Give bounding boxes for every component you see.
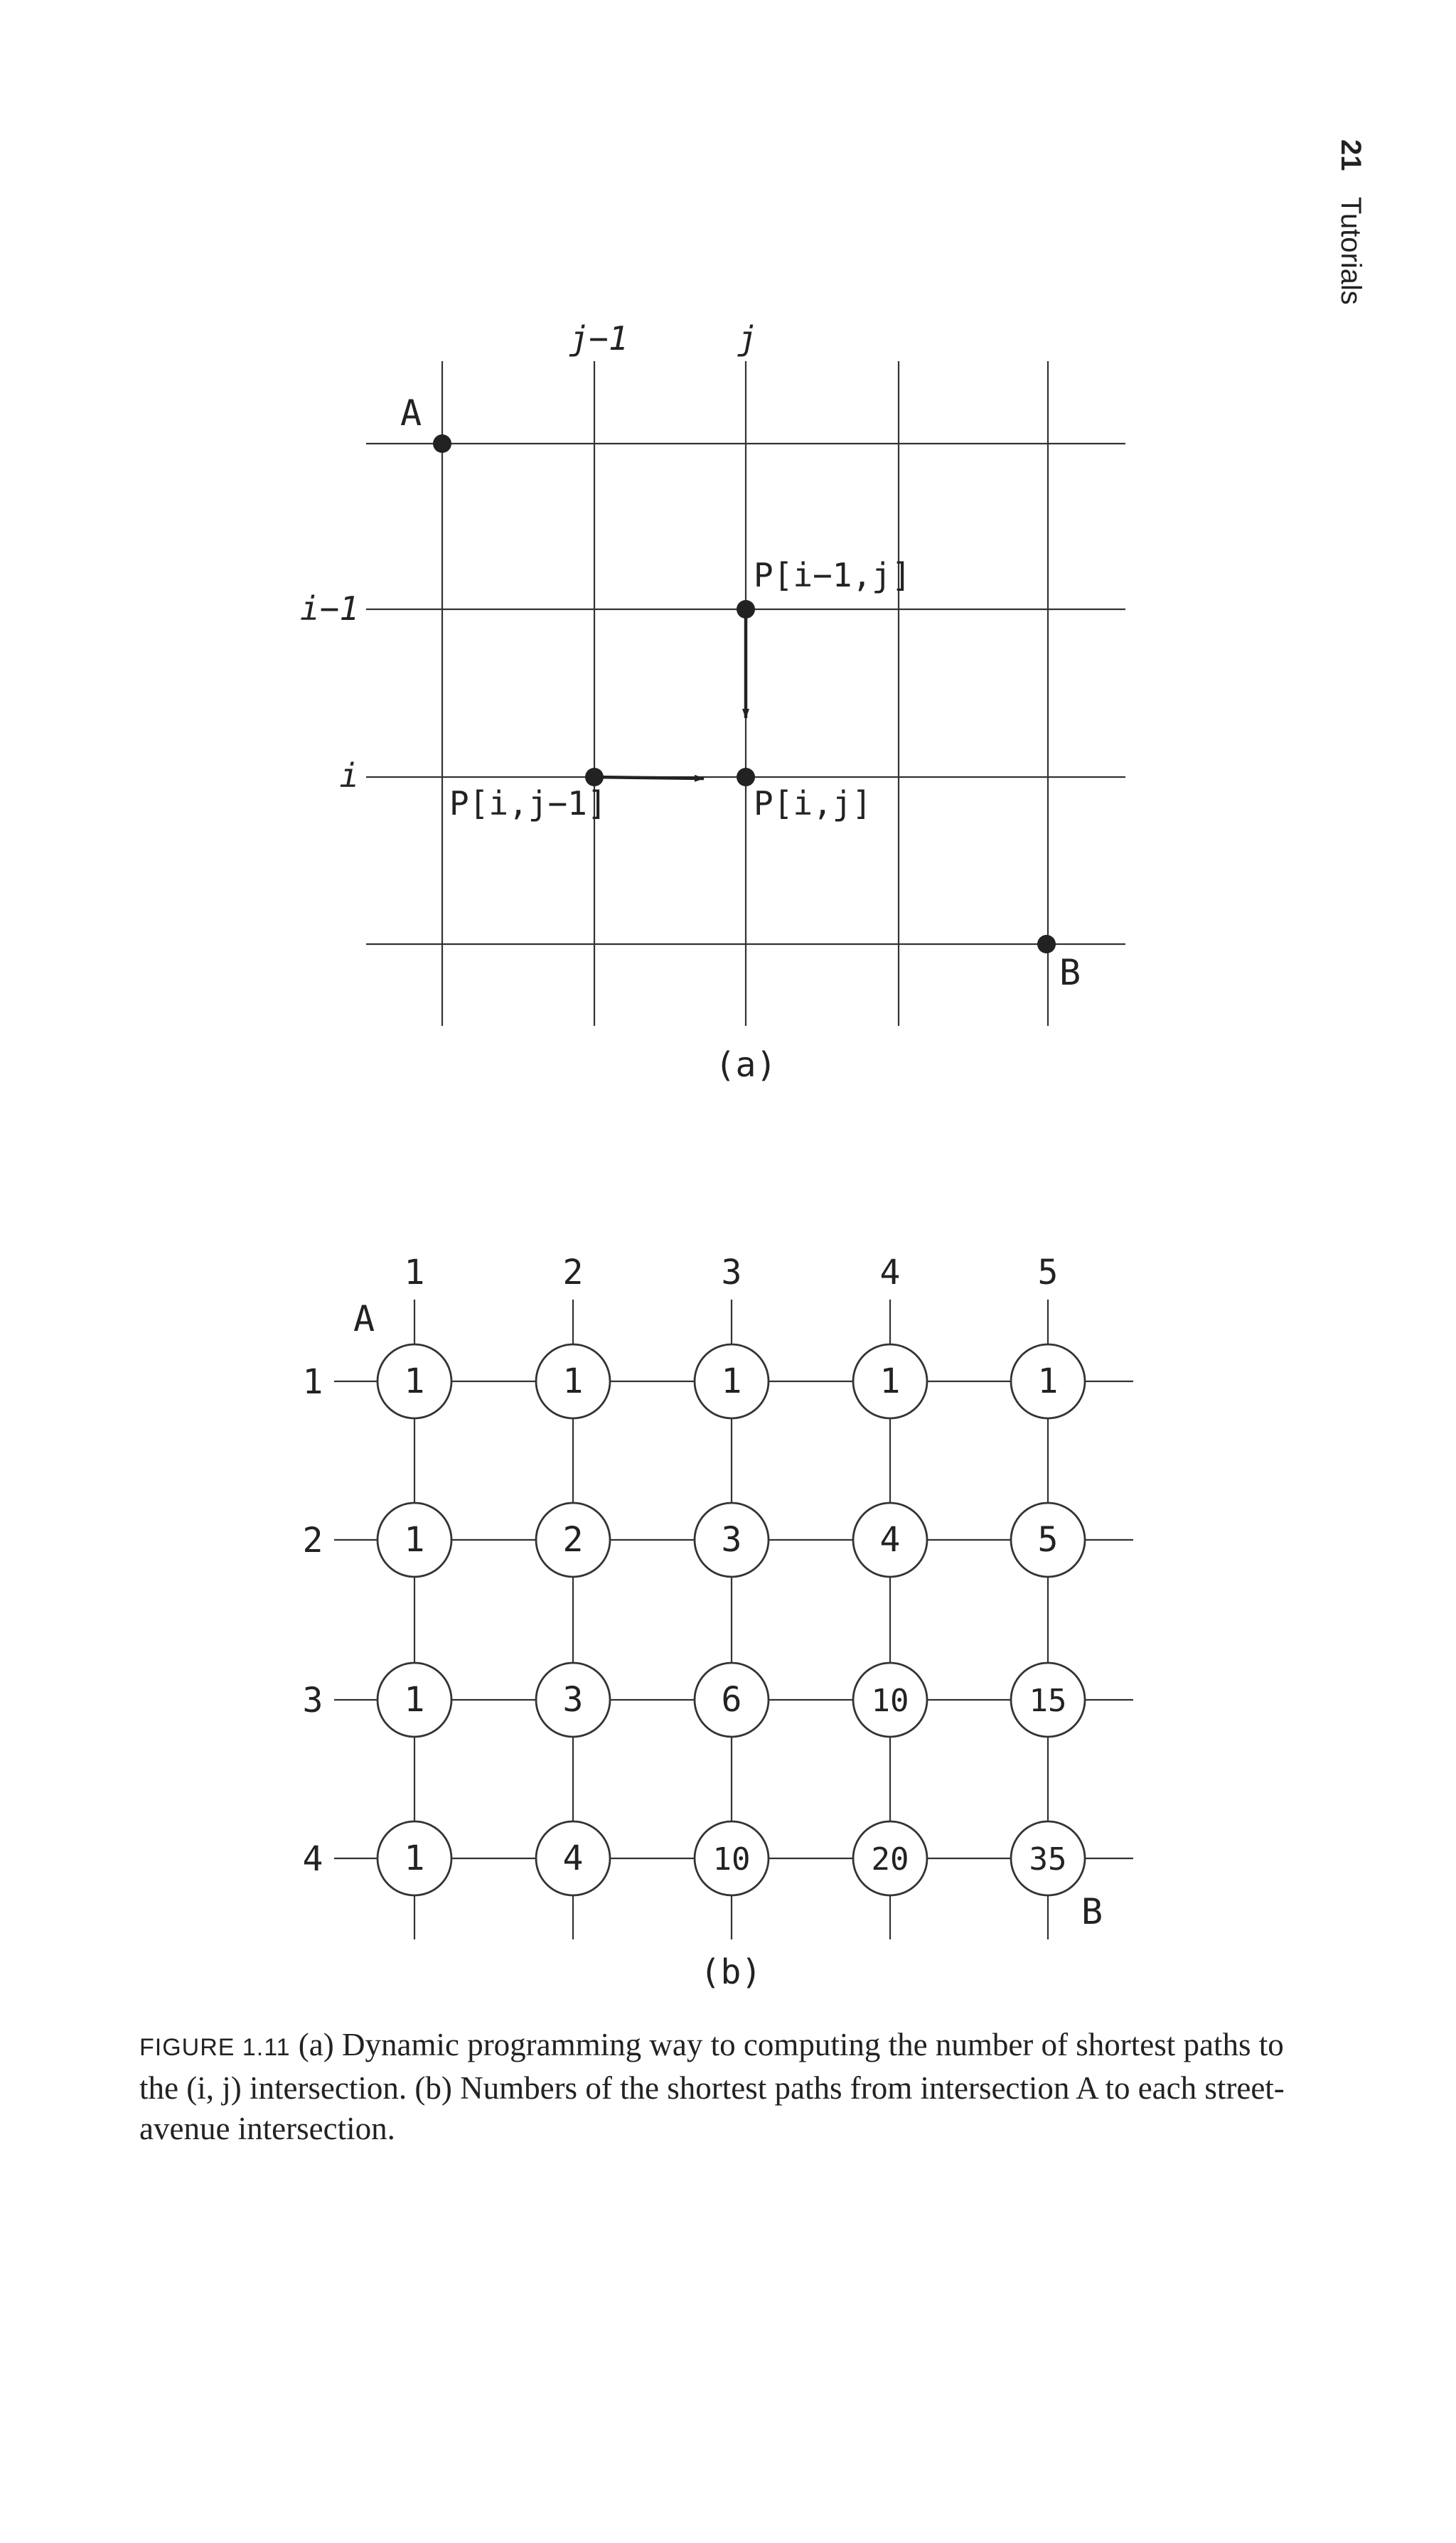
grid-b-col-header: 5 — [1037, 1253, 1059, 1292]
grid-b-node-value: 1 — [404, 1361, 425, 1401]
arrow-right — [594, 777, 704, 778]
caption-text: (a) Dynamic programming way to computing the number of shortest paths to the (i, j) intersection. (b) Numbers of the shortest paths from intersection A to each street-avenue intersection. — [139, 2027, 1285, 2146]
grid-b-node — [1011, 1821, 1085, 1895]
grid-b-node-value: 4 — [562, 1838, 584, 1878]
grid-b-col-header: 3 — [721, 1253, 742, 1292]
grid-b-col-header: 2 — [562, 1253, 584, 1292]
grid-b-node-value: 1 — [721, 1361, 742, 1401]
grid-b-node — [695, 1503, 769, 1577]
section-title: Tutorials — [1335, 196, 1366, 305]
point-b-label: B — [1059, 952, 1081, 993]
label-p-i-j: P[i,j] — [754, 784, 872, 823]
grid-b-node-value: 4 — [879, 1520, 901, 1560]
figure-a — [300, 319, 1125, 1085]
point-a-label: A — [400, 392, 422, 434]
grid-b-node — [536, 1663, 610, 1737]
grid-b-node — [695, 1821, 769, 1895]
label-p-i-j-minus-1: P[i,j−1] — [449, 784, 607, 823]
grid-b-node-value: 35 — [1029, 1841, 1067, 1878]
grid-b-col-header: 4 — [879, 1253, 901, 1292]
col-label-j: j — [737, 319, 757, 358]
grid-b-node — [378, 1344, 451, 1418]
figure-caption — [139, 2025, 1305, 2149]
grid-b-node — [1011, 1503, 1085, 1577]
figure-b — [303, 1253, 1133, 1992]
grid-b-node — [853, 1344, 927, 1418]
grid-b-node-value: 2 — [562, 1520, 584, 1560]
point-a-dot — [433, 434, 451, 453]
page-number: 21 — [1335, 139, 1366, 171]
grid-b-node-value: 1 — [879, 1361, 901, 1401]
figure-label: FIGURE 1.11 — [139, 2034, 291, 2061]
grid-b-node — [378, 1663, 451, 1737]
grid-b-node — [378, 1503, 451, 1577]
grid-b-node — [1011, 1344, 1085, 1418]
grid-b-point-b: B — [1081, 1891, 1103, 1932]
grid-b-node-value: 1 — [404, 1520, 425, 1560]
grid-b-node-value: 1 — [562, 1361, 584, 1401]
grid-b-row-header: 2 — [302, 1521, 323, 1560]
row-label-i: i — [339, 756, 359, 795]
grid-b-node-value: 15 — [1029, 1683, 1067, 1719]
grid-b-row-header: 1 — [302, 1362, 323, 1402]
grid-b-point-a: A — [353, 1298, 375, 1339]
grid-b-node-value: 1 — [1037, 1361, 1059, 1401]
figure-b-sublabel: (b) — [700, 1952, 762, 1992]
grid-b-node-value: 20 — [871, 1841, 909, 1878]
grid-b-node — [378, 1821, 451, 1895]
grid-b-node — [536, 1503, 610, 1577]
figure-a-sublabel: (a) — [714, 1045, 777, 1085]
grid-b-node — [853, 1503, 927, 1577]
grid-b-col-header: 1 — [404, 1253, 425, 1292]
row-label-i-minus-1: i−1 — [299, 589, 359, 628]
grid-b-node — [695, 1663, 769, 1737]
point-target-dot — [737, 768, 755, 786]
grid-b-node-value: 5 — [1037, 1520, 1059, 1560]
grid-b-node-value: 10 — [712, 1841, 751, 1878]
grid-b-row-header: 4 — [302, 1839, 323, 1879]
grid-b-node-value: 6 — [721, 1680, 742, 1720]
point-up-dot — [737, 600, 755, 619]
grid-b-node — [695, 1344, 769, 1418]
grid-b-node-value: 3 — [721, 1520, 742, 1560]
grid-b-node — [853, 1663, 927, 1737]
grid-b-node-value: 3 — [562, 1680, 584, 1720]
grid-b-node-value: 10 — [871, 1683, 909, 1719]
label-p-i-minus-1-j: P[i−1,j] — [754, 556, 911, 594]
col-label-j-minus-1: j−1 — [569, 319, 628, 358]
grid-b-node-value: 1 — [404, 1680, 425, 1720]
grid-b-node — [1011, 1663, 1085, 1737]
grid-b-node-value: 1 — [404, 1838, 425, 1878]
grid-b-node — [536, 1344, 610, 1418]
point-b-dot — [1037, 935, 1056, 953]
grid-b-row-header: 3 — [302, 1681, 323, 1720]
grid-b-node — [536, 1821, 610, 1895]
grid-b-node — [853, 1821, 927, 1895]
